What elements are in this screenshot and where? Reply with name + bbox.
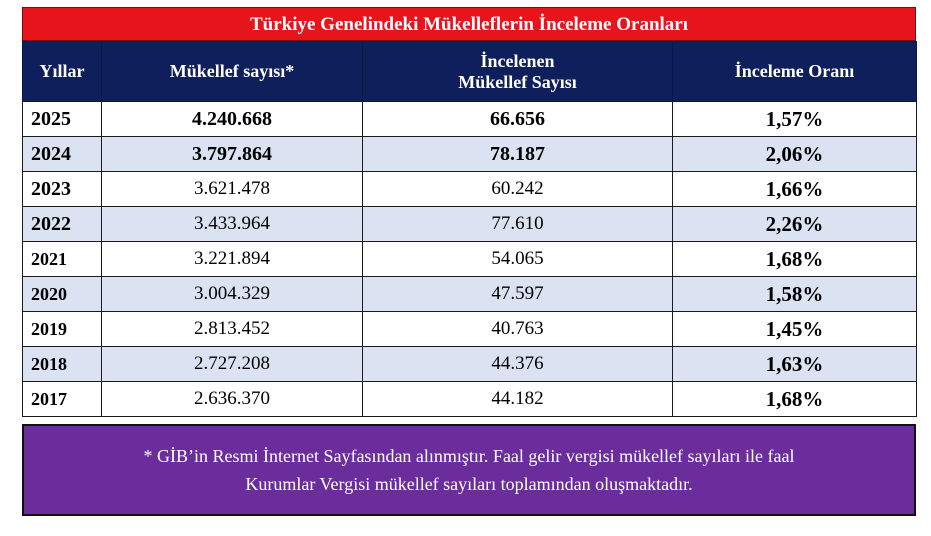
taxpayers-cell: 4.240.668: [102, 102, 363, 137]
inspected-cell: 44.182: [363, 382, 673, 417]
inspected-cell: 78.187: [363, 137, 673, 172]
source-note: [22, 424, 916, 516]
rate-cell: 1,68%: [673, 382, 917, 417]
inspected-cell: 77.610: [363, 207, 673, 242]
year-cell: 2023: [23, 172, 102, 207]
inspected-cell: 54.065: [363, 242, 673, 277]
table-row: [23, 277, 917, 312]
source-note-line2: Kurumlar Vergisi mükellef sayıları toplamından oluşmaktadır.: [245, 474, 693, 494]
inspection-rate-table-container: [22, 7, 916, 417]
year-cell: 2024: [23, 137, 102, 172]
header-inspected: [363, 42, 673, 102]
rate-cell: 1,63%: [673, 347, 917, 382]
inspected-cell: 60.242: [363, 172, 673, 207]
inspected-cell: 40.763: [363, 312, 673, 347]
year-cell: 2025: [23, 102, 102, 137]
taxpayers-cell: 3.221.894: [102, 242, 363, 277]
table-title: Türkiye Genelindeki Mükelleflerin İnceleme Oranları: [22, 7, 916, 41]
inspection-rate-table: [22, 41, 917, 417]
table-row: [23, 172, 917, 207]
inspected-cell: 47.597: [363, 277, 673, 312]
table-row: [23, 207, 917, 242]
taxpayers-cell: 3.797.864: [102, 137, 363, 172]
table-row: [23, 137, 917, 172]
rate-cell: 2,26%: [673, 207, 917, 242]
taxpayers-cell: 2.813.452: [102, 312, 363, 347]
year-cell: 2020: [23, 277, 102, 312]
rate-cell: 2,06%: [673, 137, 917, 172]
header-year: Yıllar: [23, 42, 102, 102]
header-row: [23, 42, 917, 102]
year-cell: 2021: [23, 242, 102, 277]
rate-cell: 1,45%: [673, 312, 917, 347]
year-cell: 2017: [23, 382, 102, 417]
header-inspected-line2: Mükellef Sayısı: [458, 71, 577, 92]
inspected-cell: 66.656: [363, 102, 673, 137]
header-rate: İnceleme Oranı: [673, 42, 917, 102]
year-cell: 2022: [23, 207, 102, 242]
header-inspected-line1: İncelenen: [480, 50, 555, 71]
inspected-cell: 44.376: [363, 347, 673, 382]
table-row: [23, 312, 917, 347]
rate-cell: 1,58%: [673, 277, 917, 312]
table-row: [23, 347, 917, 382]
taxpayers-cell: 3.004.329: [102, 277, 363, 312]
taxpayers-cell: 3.621.478: [102, 172, 363, 207]
taxpayers-cell: 3.433.964: [102, 207, 363, 242]
year-cell: 2018: [23, 347, 102, 382]
table-row: [23, 242, 917, 277]
source-note-line1: * GİB’in Resmi İnternet Sayfasından alınmıştır. Faal gelir vergisi mükellef sayıları ile faal: [143, 446, 795, 466]
rate-cell: 1,57%: [673, 102, 917, 137]
rate-cell: 1,68%: [673, 242, 917, 277]
year-cell: 2019: [23, 312, 102, 347]
header-taxpayers: Mükellef sayısı*: [102, 42, 363, 102]
taxpayers-cell: 2.636.370: [102, 382, 363, 417]
table-row: [23, 102, 917, 137]
table-row: [23, 382, 917, 417]
rate-cell: 1,66%: [673, 172, 917, 207]
taxpayers-cell: 2.727.208: [102, 347, 363, 382]
